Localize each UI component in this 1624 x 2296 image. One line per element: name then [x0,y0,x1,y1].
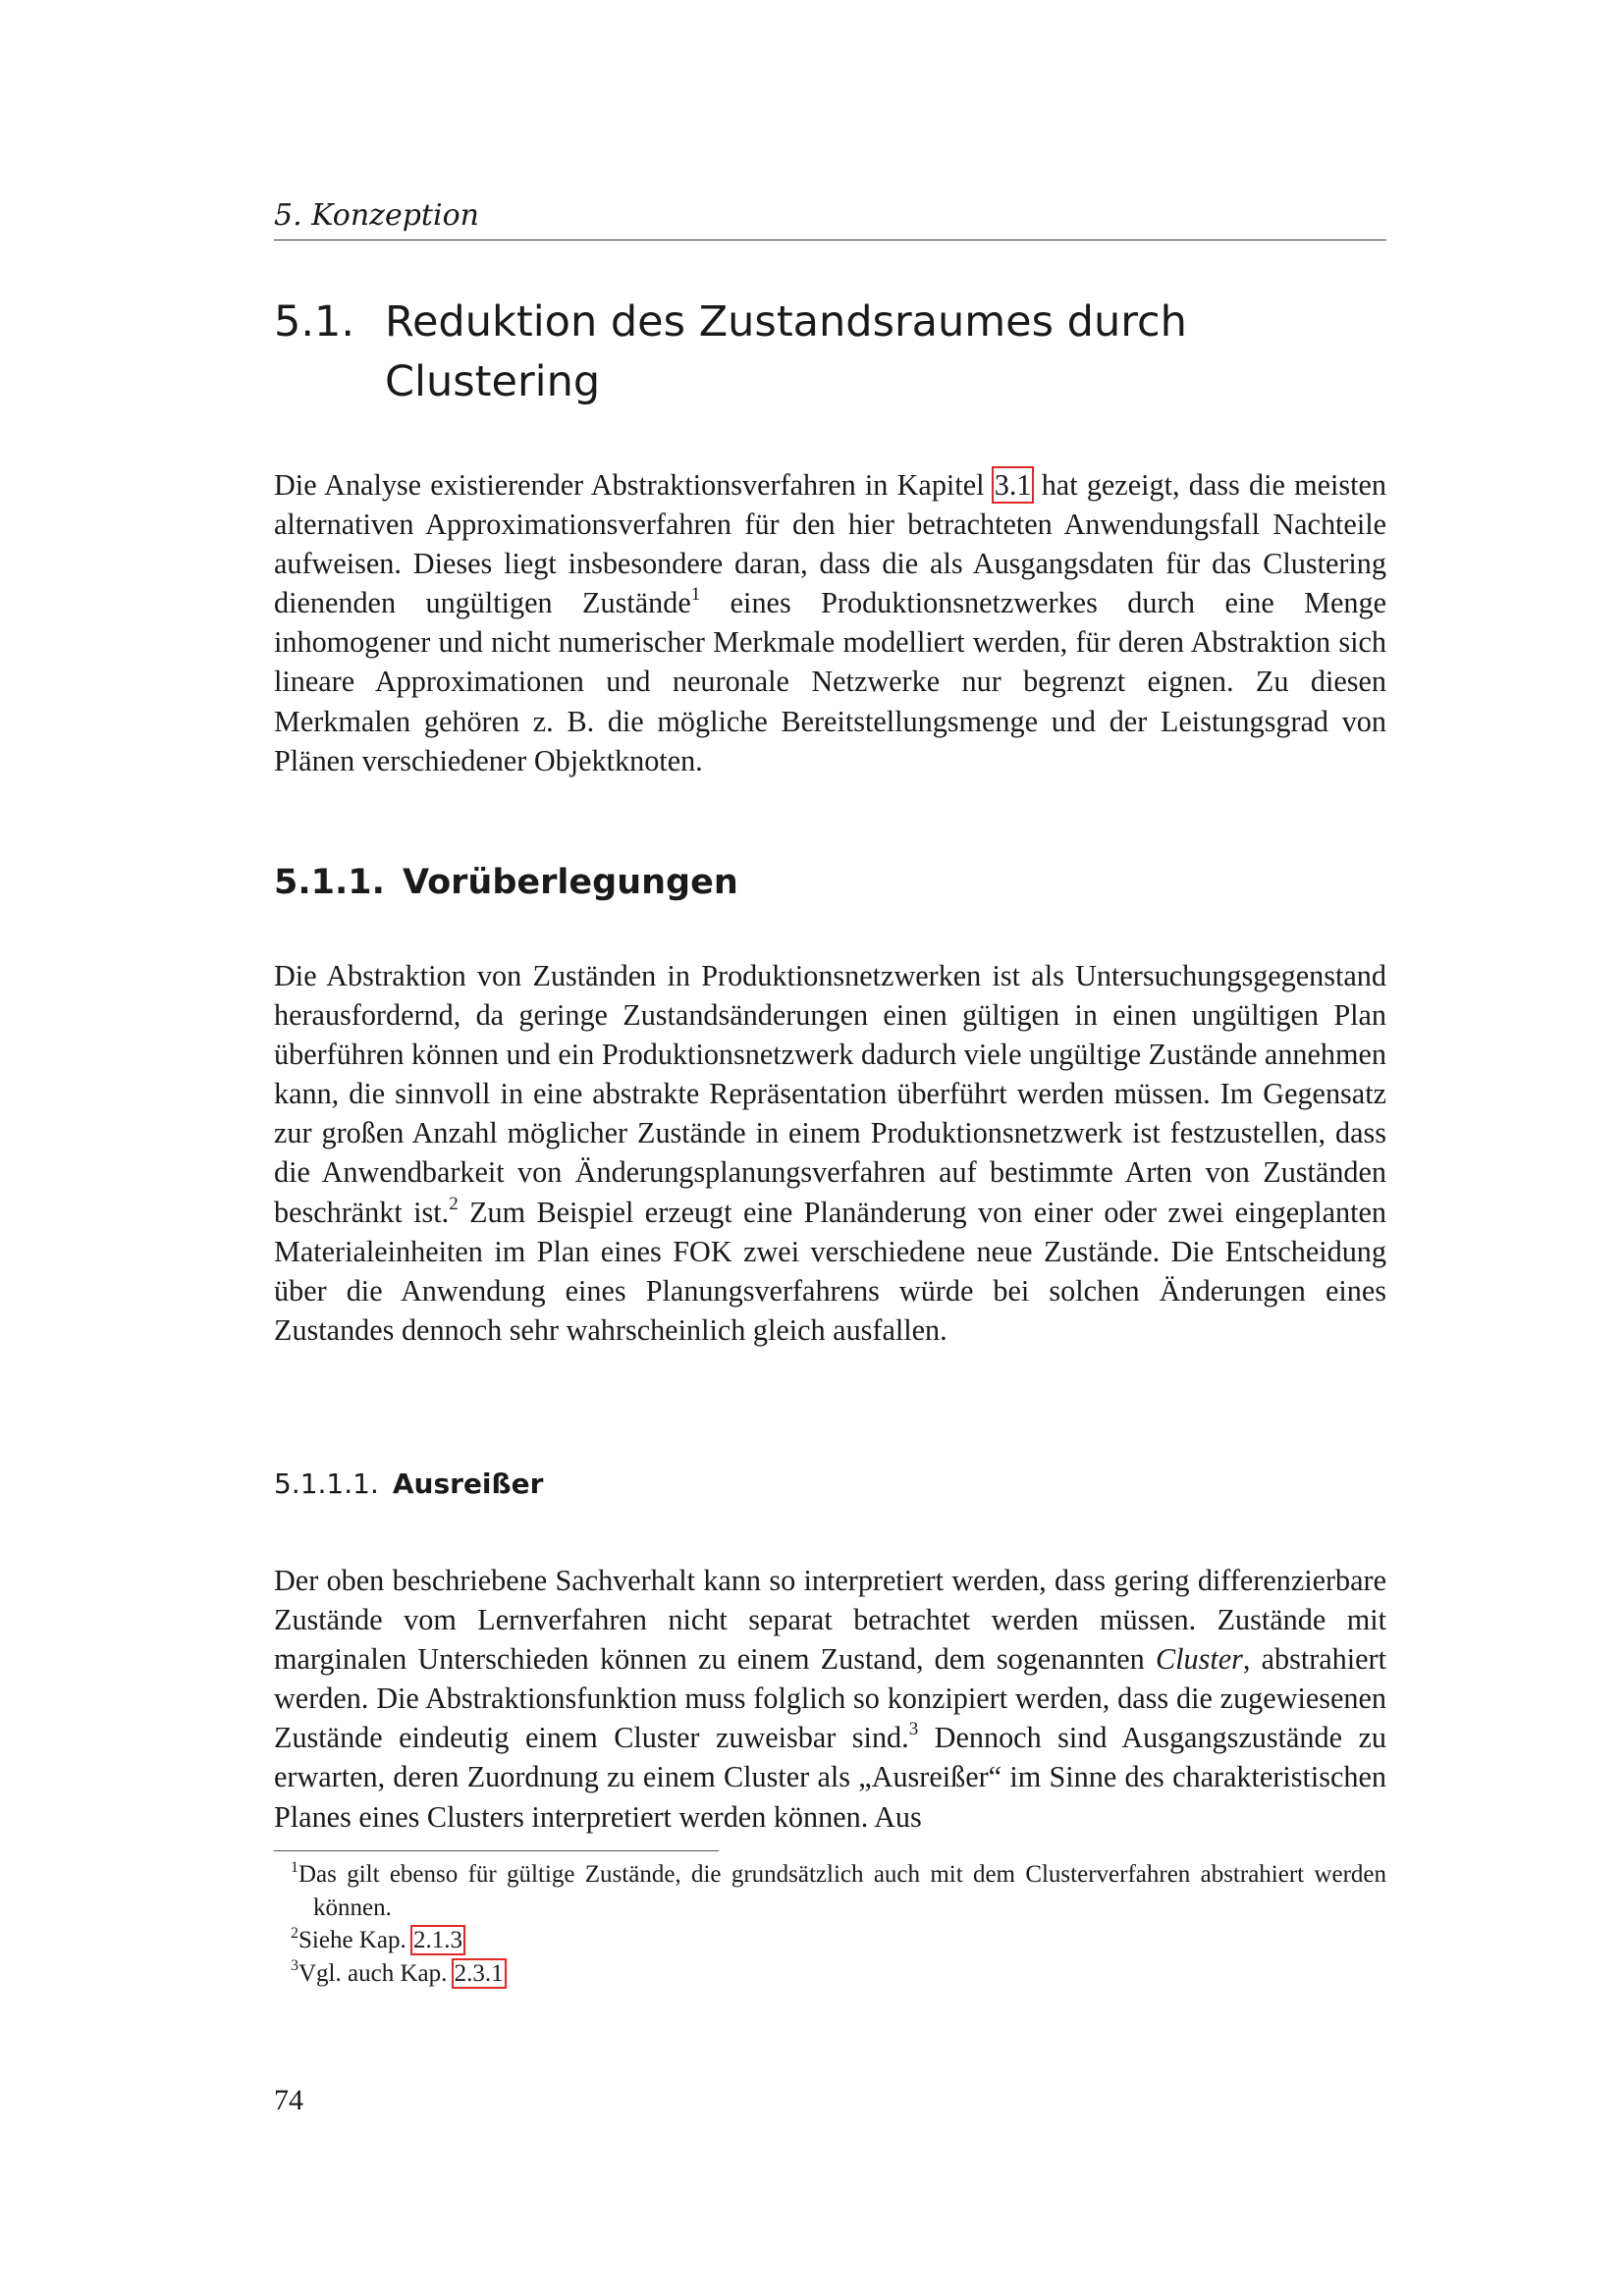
subsubsection-title [274,1465,543,1504]
footnote-3-text: Vgl. auch Kap. [298,1959,454,1987]
paragraph-ausreisser-text-b: , abstrahiert werden. Die Abstraktionsfunktion muss folglich so konzipiert werden, dass die zugewiesenen Zustände eindeutig einem Cluster zuweisbar sind. [274,1642,1387,1755]
section-title [274,293,1393,412]
footnote-2-text: Siehe Kap. [298,1927,412,1953]
footnote-2 [274,1924,1386,1957]
paragraph-ausreisser-text-c: Dennoch sind Ausgangszustände zu erwarten, deren Zuordnung zu einem Cluster als „Ausreißer“ im Sinne des charakteristischen Planes eines Clusters interpretiert werden können. Aus [274,1721,1386,1834]
ref-link-3-1[interactable]: 3.1 [994,468,1032,502]
ref-link-2-1-3[interactable]: 2.1.3 [412,1927,462,1953]
paragraph-vorueberlegungen-text-a: Die Abstraktion von Zuständen in Produktionsnetzwerken ist als Untersuchungsgegenstand herausfordernd, da geringe Zustandsänderungen einen gültigen in einen ungültigen Plan überführen können und ein Produktionsnetzwerk dadurch viele ungültige Zustände annehmen kann, die sinnvoll in eine abstrakte Repräsentation überführt werden müssen. Im Gegensatz zur großen Anzahl möglicher Zustände in einem Produktionsnetzwerk ist festzustellen, dass die Anwendbarkeit von Änderungsplanungsverfahren auf bestimmte Arten von Zuständen beschränkt ist. [274,959,1386,1229]
footnote-mark-2[interactable]: 2 [449,1193,459,1214]
subsubsection-title-text: Ausreißer [392,1468,544,1500]
paragraph-vorueberlegungen-text-b: Zum Beispiel erzeugt eine Planänderung von einer oder zwei eingeplanten Materialeinheiten im Plan eines FOK zwei verschiedene neue Zustände. Die Entscheidung über die Anwendung eines Planungsverfahrens würde bei solchen Änderungen eines Zustandes dennoch sehr wahrscheinlich gleich ausfallen. [274,1195,1387,1347]
paragraph-intro-text-b: hat gezeigt, dass die meisten alternativen Approximationsverfahren für den hier betrachteten Anwendungsfall Nachteile aufweisen. Dieses liegt insbesondere daran, dass die als Ausgangsdaten für das Clustering dienenden ungültigen Zustände [274,468,1386,620]
footnote-2-mark: 2 [291,1924,298,1942]
paragraph-intro-text-c: eines Produktionsnetzwerkes durch eine Menge inhomogener und nicht numerischer Merkmale modelliert werden, für deren Abstraktion sich lineare Approximationen und neuronale Netzwerke nur begrenzt eignen. Zu diesen Merkmalen gehören z. B. die mögliche Bereitstellungsmenge und der Leistungsgrad von Plänen verschiedener Objektknoten. [274,586,1386,777]
subsubsection-number: 5.1.1.1. [274,1468,379,1500]
footnote-1-text: Das gilt ebenso für gültige Zustände, die grundsätzlich auch mit dem Clusterverfahren abstrahiert werden können. [298,1861,1386,1921]
paragraph-intro-text-a: Die Analyse existierender Abstraktionsverfahren in Kapitel [274,468,994,502]
footnotes [274,1858,1386,1990]
footnote-1-mark: 1 [291,1858,298,1876]
footnote-mark-3[interactable]: 3 [908,1719,919,1740]
paragraph-ausreisser-text-a: Der oben beschriebene Sachverhalt kann so interpretiert werden, dass gering differenzierbare Zustände vom Lernverfahren nicht separat betrachtet werden müssen. Zustände mit marginalen Unterschieden können zu einem Zustand, dem sogenannten [274,1564,1386,1677]
subsection-number: 5.1.1. [274,863,385,902]
section-number: 5.1. [274,297,355,347]
footnote-mark-1[interactable]: 1 [690,584,701,606]
emphasis-cluster: Cluster [1155,1642,1243,1677]
footnote-rule [274,1850,719,1851]
section-title-text: Reduktion des Zustandsraumes durch Clustering [385,297,1187,406]
ref-link-2-3-1[interactable]: 2.3.1 [454,1959,504,1987]
running-head: 5. Konzeption [274,194,1386,240]
footnote-3 [274,1957,1386,1991]
subsection-title-text: Vorüberlegungen [402,863,738,902]
page-number: 74 [274,2084,303,2116]
paragraph-ausreisser [274,1561,1386,1837]
paragraph-vorueberlegungen [274,956,1386,1350]
footnote-1 [274,1858,1386,1924]
footnote-3-mark: 3 [291,1957,298,1975]
subsection-title [274,858,738,907]
paragraph-intro [274,465,1386,780]
